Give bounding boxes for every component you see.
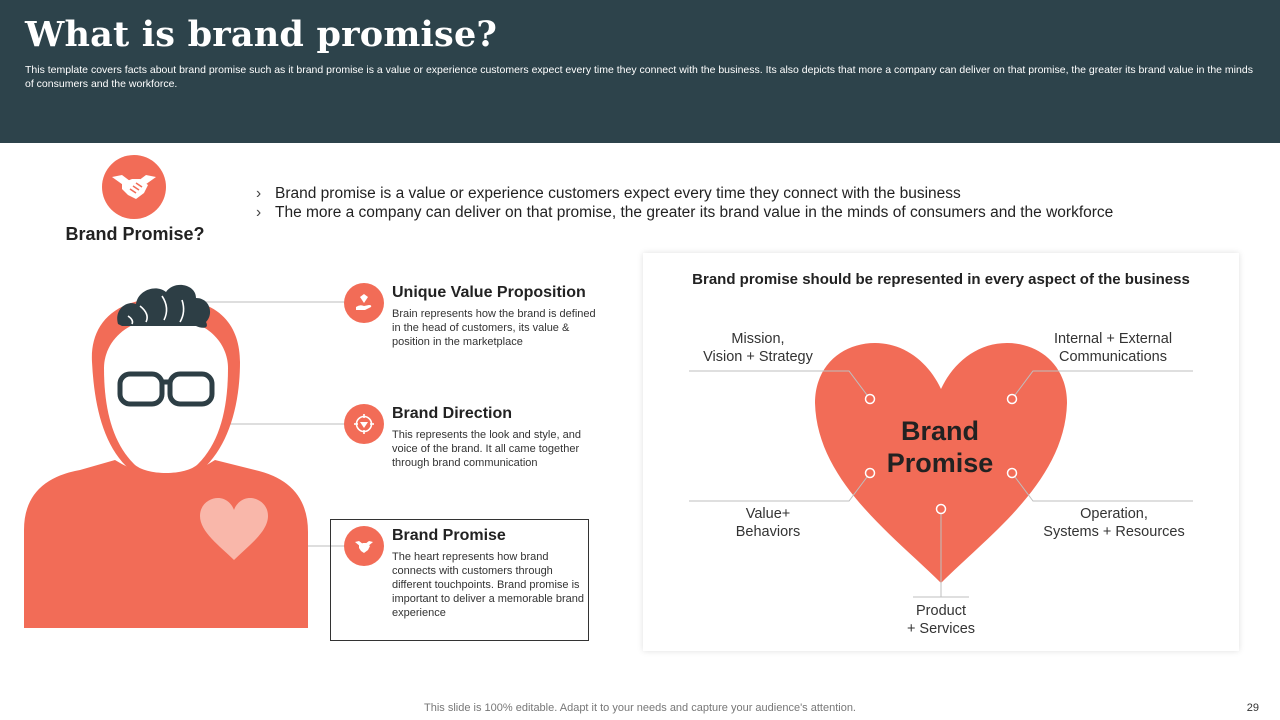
brain-icon <box>117 285 210 328</box>
brand-promise-label: Brand Promise? <box>65 224 205 244</box>
bullet-text: The more a company can deliver on that promise, the greater its brand value in the minds of consumers and the workforce <box>275 204 1114 221</box>
bullet-text: Brand promise is a value or experience customers expect every time they connect with the business <box>275 185 961 202</box>
item-title: Brand Promise <box>392 527 506 544</box>
connector-dot <box>866 395 875 404</box>
page-number: 29 <box>1246 702 1259 714</box>
handshake-icon <box>354 536 374 556</box>
label-product-services: Product + Services <box>906 603 976 637</box>
item-title: Unique Value Proposition <box>392 284 586 301</box>
footer-note: This slide is 100% editable. Adapt it to your needs and capture your audience's attention. <box>424 702 856 714</box>
card-title: Brand promise should be represented in every aspect of the business <box>692 271 1190 288</box>
page-subtitle: This template covers facts about brand promise such as it brand promise is a value or experience customers expect every time they connect with the business. Its also depicts that more a company can deliver on that promise, the greater its brand value in the minds of consumers and the workforce. <box>25 64 1253 90</box>
label-communications: Internal + External Communications <box>1053 331 1173 365</box>
heart-title-line: Brand <box>900 416 979 446</box>
bullet-item <box>256 184 1113 203</box>
item-description: The heart represents how brand connects with customers through different touchpoints. Brand promise is important to deliver a memorable brand experience <box>392 551 584 619</box>
item-title: Brand Direction <box>392 405 513 422</box>
connector-dot <box>1008 395 1017 404</box>
target-diamond-icon <box>354 414 374 434</box>
heart-title <box>865 415 1015 479</box>
chevron-right-icon: › <box>256 204 262 221</box>
item-description: This represents the look and style, and voice of the brand. It all came together through brand communication <box>392 429 581 469</box>
page-title: What is brand promise? <box>25 14 498 55</box>
brand-aspects-card <box>643 253 1239 651</box>
header-banner <box>0 0 1280 143</box>
chevron-right-icon: › <box>256 185 262 202</box>
item-icon-circle <box>344 526 384 566</box>
intro-bullets <box>256 184 1113 222</box>
item-icon-circle <box>344 404 384 444</box>
heart-title-line: Promise <box>886 448 994 478</box>
value-proposition-icon <box>354 293 374 313</box>
label-mission-vision: Mission, Vision + Strategy <box>703 331 813 365</box>
brand-promise-badge <box>102 155 166 219</box>
label-value-behaviors: Value+ Behaviors <box>735 506 801 540</box>
connector-dot <box>937 505 946 514</box>
item-description: Brain represents how the brand is defined in the head of customers, its value & position in the marketplace <box>392 308 596 348</box>
item-icon-circle <box>344 283 384 323</box>
handshake-icon <box>110 169 158 205</box>
person-body <box>24 460 308 628</box>
label-operations: Operation, Systems + Resources <box>1043 506 1185 540</box>
bullet-item <box>256 203 1113 222</box>
